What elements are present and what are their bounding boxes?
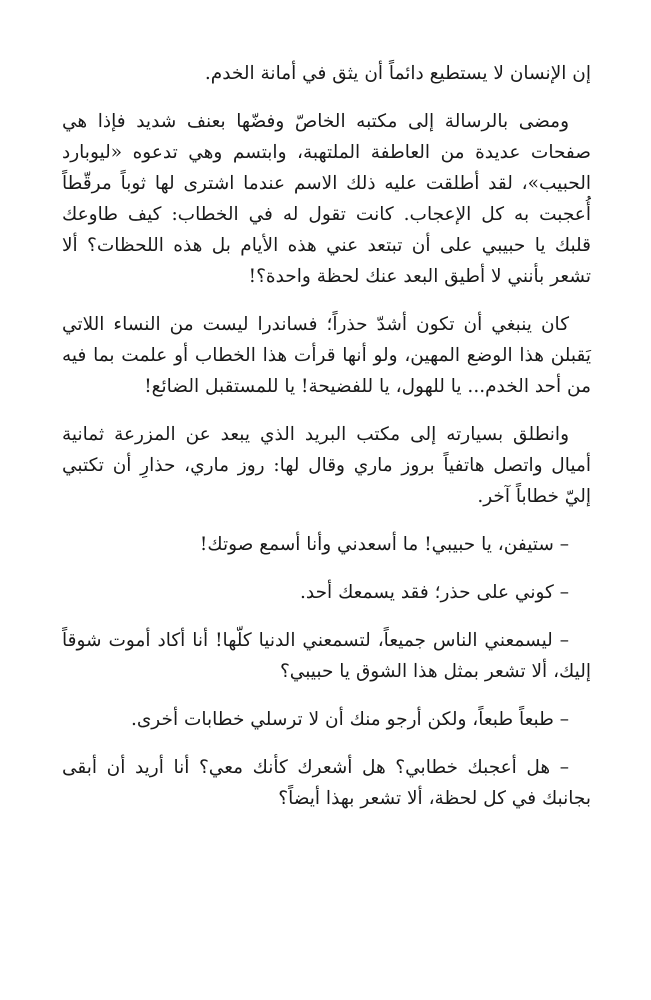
book-page <box>62 58 591 831</box>
paragraph-post-office: وانطلق بسيارته إلى مكتب البريد الذي يبعد عن المزرعة ثمانية أميال واتصل هاتفياً بروز ماري وقال لها: روز ماري، حذارِ أن تكتبي إليّ خطاباً آخر. <box>62 424 591 507</box>
paragraph-opening: إن الإنسان لا يستطيع دائماً أن يثق في أمانة الخدم. <box>204 63 591 84</box>
dialog-line: – ستيفن، يا حبيبي! ما أسعدني وأنا أسمع صوتك! <box>199 534 569 555</box>
dialog-line: – طبعاً طبعاً، ولكن أرجو منك أن لا ترسلي خطابات أخرى. <box>130 709 569 730</box>
dialog-line: – هل أعجبك خطابي؟ هل أشعرك كأنك معي؟ أنا أريد أن أبقى بجانبك في كل لحظة، ألا تشعر بهذا أيضاً؟ <box>62 757 591 809</box>
paragraph-letter: ومضى بالرسالة إلى مكتبه الخاصّ وفضّها بعنف شديد فإذا هي صفحات عديدة من العاطفة الملتهبة، وابتسم وهي تدعوه «ليوبارد الحبيب»، لقد أطلقت عليه ذلك الاسم عندما اشترى لها ثوباً مرقّطاً أُعجبت به كل الإعجاب. كانت تقول له في الخطاب: كيف طاوعك قلبك يا حبيبي على أن تبتعد عني هذه الأيام بل هذه اللحظات؟ ألا تشعر بأنني لا أطيق البعد عنك لحظة واحدة؟! <box>62 111 591 287</box>
paragraph-caution: كان ينبغي أن تكون أشدّ حذراً؛ فساندرا ليست من النساء اللاتي يَقبلن هذا الوضع المهين، ولو أنها قرأت هذا الخطاب أو علمت بما فيه من أحد الخدم... يا للهول، يا للفضيحة! يا للمستقبل الضائع! <box>62 314 591 397</box>
dialog-line: – ليسمعني الناس جميعاً، لتسمعني الدنيا كلّها! أنا أكاد أموت شوقاً إليك، ألا تشعر بمثل هذا الشوق يا حبيبي؟ <box>62 630 591 682</box>
dialog-line: – كوني على حذر؛ فقد يسمعك أحد. <box>300 582 569 603</box>
